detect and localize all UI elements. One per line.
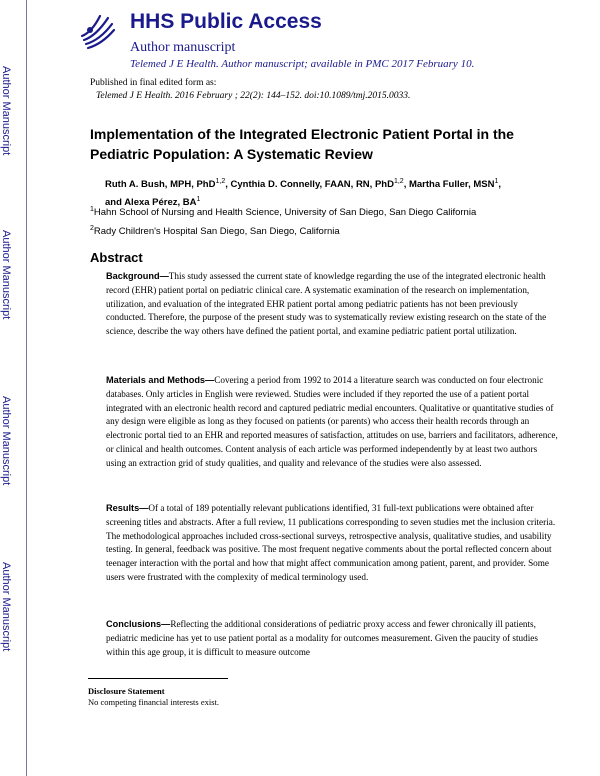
section-text: This study assessed the current state of knowledge regarding the use of the integrated electronic health record (EHR) patient portal on pediatric clinical care. A systematic examination of the research on implementation, utilization, and evaluation of the integrated EHR patient portal among pediatric patients has not been previously conducted. Therefore, the purpose of the present study was to systematically review existing research on the state of the science, describe the way others have defined the patient portal, and examine pediatric patient portal utilization. [106,271,547,337]
affiliation-sup: 1 [90,206,94,213]
sidebar-label-2: Author Manuscript [0,230,12,320]
abstract-conclusions [106,618,558,659]
publication-note: Published in final edited form as: [90,78,217,88]
journal-citation [130,58,474,70]
author-name: Cynthia D. Connelly, FAAN, RN, PhD [230,179,394,191]
sidebar-label-4: Author Manuscript [0,562,12,652]
author-name: Alexa Pérez, BA [124,197,197,209]
section-lead: Materials and Methods— [106,375,215,385]
author-name: Martha Fuller, MSN [408,179,495,191]
affiliation-text: Hahn School of Nursing and Health Science, University of San Diego, San Diego California [93,207,477,219]
footnote-rule [88,678,228,679]
sidebar-label-3: Author Manuscript [0,396,12,486]
author-manuscript-subtitle: Author manuscript [130,40,236,55]
sidebar-label-1: Author Manuscript [0,66,12,156]
author-sup: 1 [196,196,201,204]
abstract-heading: Abstract [90,250,143,265]
publication-reference [96,91,410,101]
author-sup: 1 [494,178,499,185]
section-lead: Conclusions— [106,619,171,629]
abstract-results [106,502,558,585]
author-sup: 1,2 [393,178,404,185]
author-list: Ruth A. Bush, MPH, PhD$^{1,2}$, Cynthia D. Connelly, FAAN, RN, PhD$^{1,2}$, Martha Fuller, MSN$^1$, and Alexa Pérez, $BA^1$ [105,178,502,209]
journal-citation-text: Telemed J E Health. Author manuscript; available in PMC 2017 February 10. [130,58,475,70]
section-lead: Background— [106,271,169,281]
disclosure-heading: Disclosure Statement [88,686,165,696]
abstract-background [106,270,558,339]
disclosure-text: No competing financial interests exist. [88,697,220,707]
abstract-methods [106,374,558,471]
author-sup: 1,2 [215,178,226,185]
publication-reference-text: Telemed J E Health. 2016 February ; 22(2): 144–152. doi:10.1089/tmj.2015.0033. [96,91,411,101]
affiliation-2 [90,225,340,237]
article-title: Implementation of the Integrated Electronic Patient Portal in the Pediatric Population: A Systematic Review [90,126,514,162]
affiliation-text: Rady Children's Hospital San Diego, San Diego, California [93,226,340,238]
hhs-eagle-logo-icon [78,10,118,54]
section-lead: Results— [106,503,149,513]
affiliation-sup: 2 [90,225,94,232]
affiliation-1 [90,206,476,218]
sidebar-divider [26,0,27,776]
section-text: Covering a period from 1992 to 2014 a literature search was conducted on four electronic databases. Only articles in English were reviewed. Studies were included if they reported the use of a patient portal integrated with an electronic health record and captured pediatric medial encounters. Qualitative or quantitative studies of any design were eligible as long as they focused on patients (or parents) who access their health records through an electronic portal tied to an EHR and reported measures of satisfaction, attitudes on use, barriers and facilitators, adherence, or clinical and health outcomes. Content analysis of each article was performed independently by at least two authors using an extraction grid of study qualities, and quality and relevance of the studies were also assessed. [106,375,558,468]
section-text: Of a total of 189 potentially relevant publications identified, 31 full-text publications were obtained after screening titles and abstracts. After a full review, 11 publications corresponding to seven studies met the inclusion criteria. The methodological approaches included cross-sectional surveys, retrospective analysis, qualitative studies, and usability testing. In general, feedback was positive. The most frequent negative comments about the portal reflected concern about teenager interaction with the portal and how that might affect communication among patient, parent, and provider. Some users were frustrated with the complexity of medical terminology used. [106,503,556,582]
author-name: Ruth A. Bush, MPH, PhD [105,179,216,191]
hhs-title: HHS Public Access [130,10,322,33]
section-text: Reflecting the additional considerations of pediatric proxy access and fewer chronically ill patients, pediatric medicine has yet to use patient portal as a modality for outcomes measurement. Given the paucity of studies within this age group, it is difficult to measure outcome [106,619,538,657]
